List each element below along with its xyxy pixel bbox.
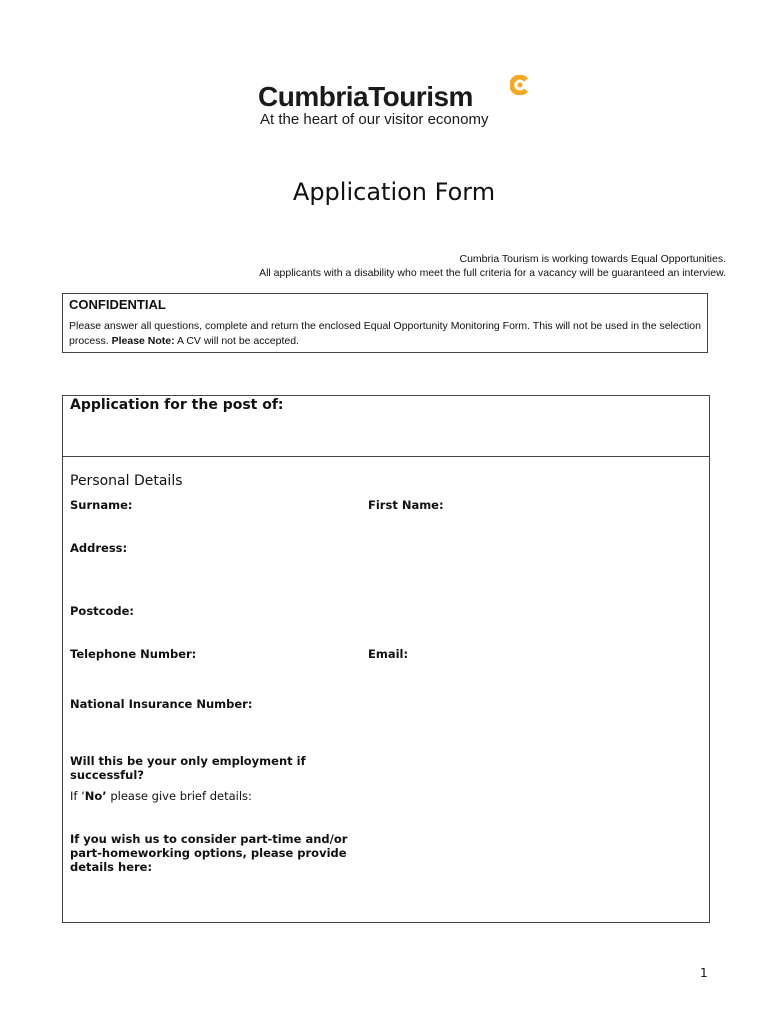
if-no-suffix: please give brief details: (106, 789, 252, 803)
ni-number-label: National Insurance Number: (70, 697, 253, 711)
logo (258, 75, 548, 135)
postcode-label: Postcode: (70, 604, 135, 618)
page-title: Application Form (292, 178, 496, 206)
please-note-label: Please Note: (111, 334, 175, 347)
part-time-line-1: If you wish us to consider part-time and/or (70, 832, 348, 846)
application-form-box (62, 395, 710, 923)
part-time-line-2: part-homeworking options, please provide (70, 846, 347, 860)
if-no-word: No’ (84, 789, 107, 803)
notice-line-1: Cumbria Tourism is working towards Equal Opportunities. (459, 253, 726, 265)
confidential-box (62, 293, 708, 353)
notice-line-2: All applicants with a disability who meet the full criteria for a vacancy will be guaranteed an interview. (259, 267, 726, 279)
equal-opportunities-notice (259, 252, 726, 280)
logo-wordmark: CumbriaTourism (258, 81, 473, 112)
post-label: Application for the post of: (70, 397, 284, 413)
address-label: Address: (70, 541, 128, 555)
logo-tagline: At the heart of our visitor economy (260, 111, 489, 128)
surname-label: Surname: (70, 498, 133, 512)
confidential-heading: CONFIDENTIAL (69, 297, 166, 312)
email-label: Email: (368, 647, 409, 661)
if-no-details-label (70, 789, 252, 803)
personal-details-heading: Personal Details (70, 473, 183, 489)
confidential-text (69, 319, 701, 348)
page-number: 1 (700, 966, 708, 980)
part-time-line-3: details here: (70, 860, 153, 874)
if-no-prefix: If ‘ (70, 789, 85, 803)
c-arc-icon (510, 75, 530, 95)
section-divider (63, 456, 709, 457)
first-name-label: First Name: (368, 498, 444, 512)
confidential-text-1: Please answer all questions, complete and return the enclosed Equal Opportunity Monitoring Form. This will not be used in the selection process. (69, 320, 701, 347)
telephone-label: Telephone Number: (70, 647, 197, 661)
only-employment-line-1: Will this be your only employment if (70, 754, 306, 768)
only-employment-line-2: successful? (70, 768, 144, 782)
confidential-text-2: A CV will not be accepted. (174, 334, 299, 347)
